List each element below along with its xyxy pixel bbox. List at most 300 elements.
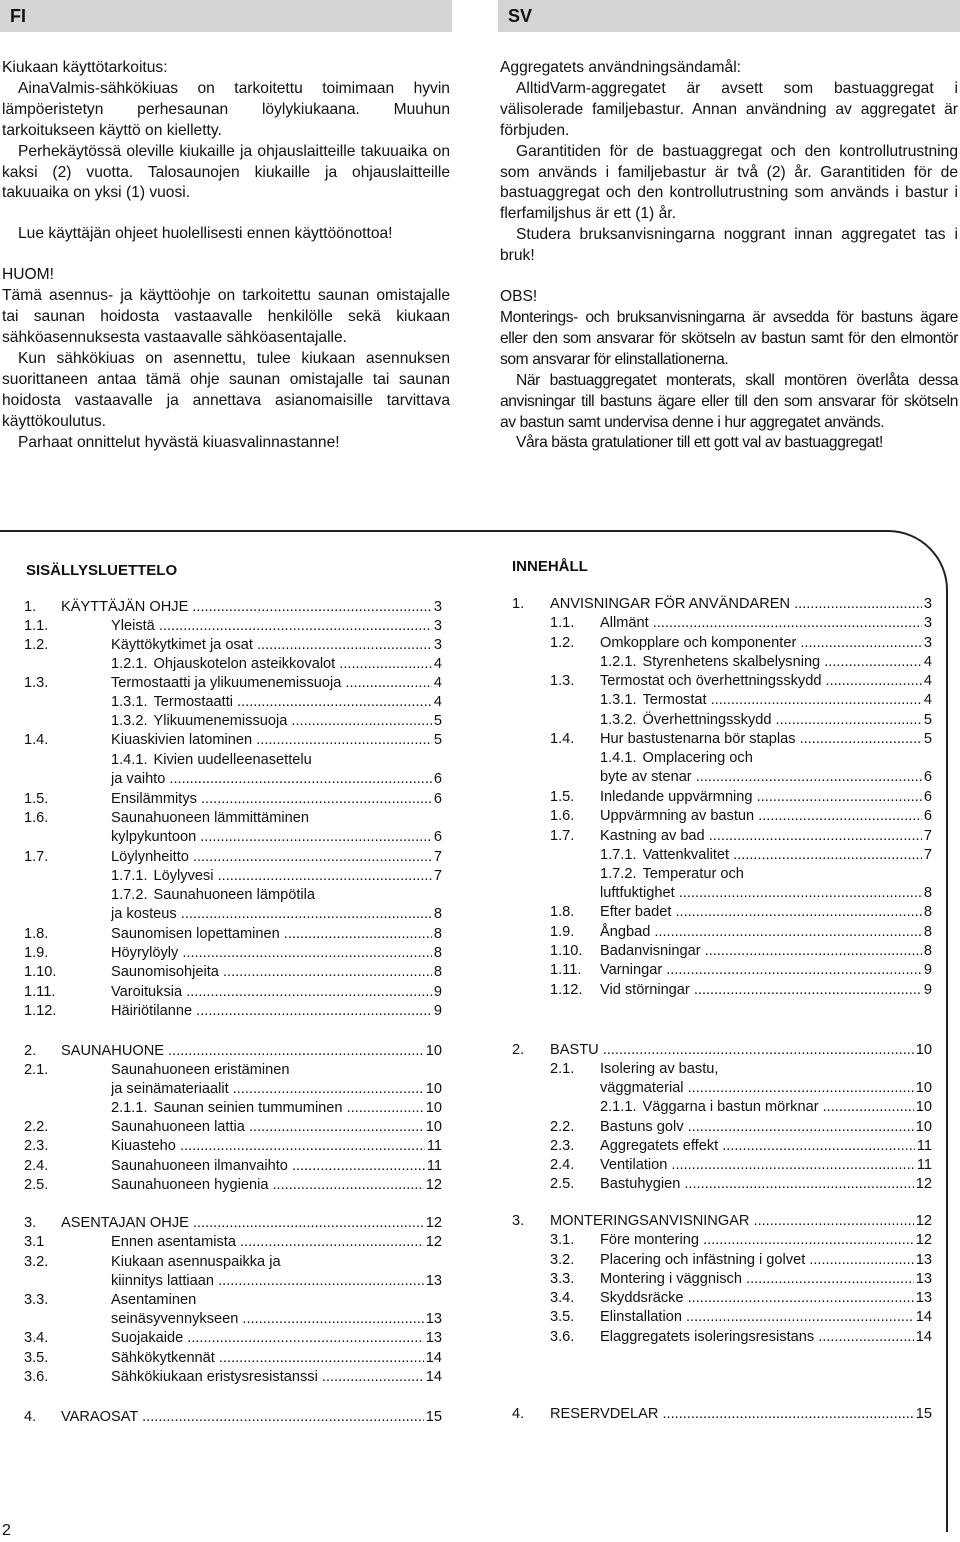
toc-entry [24,617,442,636]
toc-entry-number: 1. [24,599,37,615]
toc-entry [550,788,932,807]
toc-entry [550,1156,932,1175]
toc-entry [550,672,932,691]
toc-entry-title: Yleistä ..... [111,617,432,636]
intro-fi-heading: Kiukaan käyttötarkoitus: [2,59,168,76]
toc-entry-page [440,1253,442,1272]
toc-entry-title: Löylynheitto ..... [111,848,432,867]
toc-entry-number: 2.4. [24,1158,49,1174]
toc-entry [600,749,932,768]
toc-entry [550,1137,932,1156]
toc-entry-page: 13 [425,1311,442,1327]
toc-entry-number [24,1310,111,1329]
toc-entry [111,770,442,789]
toc-entry-number: 1.3. [550,673,575,689]
toc-entry-title: BASTU ..... [550,1041,914,1060]
toc-entry [600,711,932,730]
toc-entry-number: 2.3. [24,1138,49,1154]
toc-entry-number: 2.1.1. [111,1100,148,1116]
toc-entry [24,1310,442,1329]
intro-fi-warranty: Perhekäytössä oleville kiukaille ja ohjauslaitteille takuuaika on kaksi (2) vuotta. Talosaunojen kiukaille ja ohjauslaitteille takuuaika on yksi (1) vuosi. [2,142,450,202]
toc-entry [600,691,932,710]
toc-entry-page: 6 [923,789,932,805]
toc-entry-number: 1.3.2. [600,712,637,728]
toc-entry-page [440,751,442,770]
toc-entry-number: 3.2. [550,1252,575,1268]
toc-entry-title: Kiukaan asennuspaikka ja [111,1254,281,1270]
toc-entry-title: byte av stenar ..... [600,768,922,787]
toc-entry-title: Styrenhetens skalbelysning ..... [643,653,922,672]
toc-entry [24,963,442,982]
toc-entry-number: 2.5. [24,1177,49,1193]
toc-entry-title: Saunahuoneen hygienia ..... [111,1176,424,1195]
toc-entry-page: 6 [433,829,442,845]
toc-entry-title: ANVISNINGAR FÖR ANVÄNDAREN ..... [550,595,922,614]
toc-entry-title: Inledande uppvärmning ..... [600,788,922,807]
toc-entry-title: Saunomisohjeita ..... [111,963,432,982]
toc-entry [24,731,442,750]
intro-fi-read-instructions: Lue käyttäjän ohjeet huolellisesti ennen käyttöönottoa! [18,225,393,243]
toc-entry-title: Elaggregatets isoleringsresistans ..... [600,1328,914,1347]
toc-entry [111,867,442,886]
toc-entry-title: Kiuasteho ..... [111,1137,425,1156]
toc-entry-title: ja vaihto ..... [111,770,432,789]
toc-entry-page: 13 [915,1252,932,1268]
toc-entry-number: 3.2. [24,1254,49,1270]
toc-entry-title: Saunahuoneen lämpötila [153,887,315,903]
toc-entry [550,942,932,961]
toc-entry-title: Ångbad ..... [600,923,922,942]
toc-entry [550,614,932,633]
toc-entry [24,1408,442,1427]
toc-entry-number: 1.4.1. [111,752,148,768]
toc-entry-page: 4 [923,673,932,689]
toc-entry-page: 13 [915,1290,932,1306]
toc-entry-page: 9 [923,982,932,998]
toc-entry-page: 12 [915,1232,932,1248]
toc-entry-page: 12 [425,1234,442,1250]
toc-entry-title: Saunan seinien tummuminen ..... [154,1099,424,1118]
toc-entry-page: 3 [433,599,442,615]
toc-entry-number: 1.10. [550,943,583,959]
toc-entry-number: 3.6. [550,1329,575,1345]
toc-entry [600,865,932,884]
toc-entry-number: 3.4. [550,1290,575,1306]
toc-entry-number: 3. [24,1215,37,1231]
toc-entry [550,1118,932,1137]
toc-entry-number: 1.7.2. [600,866,637,882]
toc-entry-number: 1.11. [550,962,582,978]
toc-entry-title: Asentaminen [111,1292,197,1308]
toc-entry-page: 5 [923,731,932,747]
toc-entry-number [24,1272,111,1291]
intro-fi-note-2: Kun sähkökiuas on asennettu, tulee kiukaan asennuksen suorittaneen antaa tämä ohje saunan omistajalle tai saunan hoidosta vastaavalle ja annettava asianomaisille tarvittava käyttökoulutus. [2,349,450,430]
toc-entry [24,944,442,963]
toc-entry-title: Saunahuoneen ilmanvaihto ..... [111,1157,425,1176]
toc-entry-number: 1.3. [24,675,49,691]
toc-entry [550,1251,932,1270]
toc-entry-title: Före montering ..... [600,1231,914,1250]
toc-entry [24,1061,442,1080]
toc-entry [600,653,932,672]
toc-entry-number: 2.2. [24,1119,49,1135]
toc-entry [24,809,442,828]
toc-entry [111,1099,442,1118]
toc-entry-number: 3.5. [24,1350,49,1366]
toc-entry-number: 1.9. [24,945,49,961]
toc-entry-title: Vattenkvalitet ..... [643,846,922,865]
toc-entry-page: 14 [915,1309,932,1325]
toc-entry [24,1291,442,1310]
toc-entry-number: 1.1. [550,615,575,631]
toc-entry-page: 8 [433,906,442,922]
toc-entry-title: Kiuaskivien latominen ..... [111,731,432,750]
toc-entry-number: 1.7. [24,849,49,865]
toc-entry-page: 8 [433,926,442,942]
toc-entry [24,1272,442,1291]
toc-entry-page: 5 [433,732,442,748]
toc-entry-title: Ennen asentamista ..... [111,1233,424,1252]
toc-entry [24,828,442,847]
toc-entry-title: Temperatur och [642,866,744,882]
toc-entry-number: 1.8. [24,926,49,942]
toc-entry-number: 3.1. [550,1232,575,1248]
toc-entry-title: Hur bastustenarna bör staplas ..... [600,730,922,749]
toc-entry-title: MONTERINGSANVISNINGAR ..... [550,1212,914,1231]
toc-entry [24,1042,442,1061]
toc-entry-page: 8 [923,885,932,901]
toc-entry-number: 3. [512,1213,525,1229]
toc-entry-page: 4 [433,656,442,672]
toc-entry-title: ja kosteus ..... [111,905,432,924]
toc-entry [550,1175,932,1194]
page-number: 2 [2,1522,11,1539]
toc-entry-page: 7 [923,847,932,863]
toc-entry [111,712,442,731]
toc-entry-number: 2.1.1. [600,1099,637,1115]
toc-entry-title: Saunahuoneen lämmittäminen [111,810,309,826]
toc-entry-title: Ylikuumenemissuoja ..... [154,712,432,731]
toc-entry [111,886,442,905]
toc-entry [550,1231,932,1250]
toc-entry-number: 1.7.1. [600,847,637,863]
toc-entry [550,730,932,749]
toc-entry-number: 2. [24,1043,37,1059]
toc-entry-page: 11 [916,1157,932,1173]
intro-sv-note-1: Monterings- och bruksanvisningarna är avsedda för bastuns ägare eller den som ansvarar för skötseln av bastun samt för den elmontör som ansvarar för elinstallationerna. [500,308,958,368]
toc-entry [512,1405,932,1424]
toc-entry [24,1349,442,1368]
toc-entry-title: Kivien uudelleenasettelu [153,752,312,768]
toc-entry-title: Efter badet ..... [600,903,922,922]
toc-entry-page: 3 [433,618,442,634]
toc-entry-number: 1.3.1. [600,692,637,708]
toc-entry-title: VARAOSAT ..... [61,1408,424,1427]
toc-entry-title: Isolering av bastu, [600,1061,719,1077]
toc-entry [24,925,442,944]
toc-entry-title: kiinnitys lattiaan ..... [111,1272,424,1291]
toc-entry [550,807,932,826]
toc-entry [111,693,442,712]
toc-entry-number: 2.2. [550,1119,575,1135]
toc-entry [550,634,932,653]
toc-entry-page: 9 [433,984,442,1000]
intro-sv-congrats: Våra bästa gratulationer till ett gott val av bastuaggregat! [516,434,883,452]
toc-entry [512,1212,932,1231]
toc-entry-number: 1. [512,596,525,612]
toc-entry [512,595,932,614]
toc-entry-page: 12 [425,1215,442,1231]
toc-entry-number: 1.7.1. [111,868,148,884]
toc-entry-title: Ohjauskotelon asteikkovalot ..... [154,655,432,674]
toc-entry-number: 1.5. [24,791,49,807]
toc-entry-title: Saunomisen lopettaminen ..... [111,925,432,944]
toc-entry-title: ASENTAJAN OHJE ..... [61,1214,424,1233]
toc-entry-title: väggmaterial ..... [600,1079,914,1098]
toc-entry-number: 3.5. [550,1309,575,1325]
toc-entry [550,961,932,980]
toc-entry-title: kylpykuntoon ..... [111,828,432,847]
toc-entry-number: 4. [512,1406,525,1422]
toc-entry-page: 6 [433,791,442,807]
toc-entry-title: Ventilation ..... [600,1156,915,1175]
toc-entry-page [440,1061,442,1080]
toc-entry [24,848,442,867]
toc-entry [550,1308,932,1327]
toc-entry [512,1041,932,1060]
toc-entry [550,1289,932,1308]
toc-entry-number: 1.8. [550,904,575,920]
toc-entry-number: 1.6. [24,810,49,826]
toc-entry-number: 2.3. [550,1138,575,1154]
toc-entry-page: 3 [923,635,932,651]
toc-entry-title: Höyrylöyly ..... [111,944,432,963]
toc-entry-title: Aggregatets effekt ..... [600,1137,915,1156]
toc-entry-title: KÄYTTÄJÄN OHJE ..... [61,598,432,617]
toc-entry-number: 1.2. [24,637,49,653]
toc-entry-page: 8 [923,924,932,940]
toc-entry-page: 7 [433,868,442,884]
toc-entry-title: Elinstallation ..... [600,1308,914,1327]
toc-entry-page: 4 [923,692,932,708]
toc-entry [24,790,442,809]
toc-entry-title: Överhettningsskydd ..... [643,711,922,730]
toc-entry-number: 3.3. [550,1271,575,1287]
toc-entry-title: Omkopplare och komponenter ..... [600,634,922,653]
toc-entry-title: Bastuhygien ..... [600,1175,914,1194]
toc-entry-title: Omplacering och [642,750,753,766]
toc-entry-page: 14 [425,1369,442,1385]
toc-entry [24,1137,442,1156]
toc-entry-number: 1.6. [550,808,575,824]
toc-entry-page: 11 [426,1158,442,1174]
toc-entry-page: 13 [425,1330,442,1346]
toc-entry-title: Kastning av bad ..... [600,827,922,846]
intro-sv-warranty: Garantitiden för de bastuaggregat och den kontrollutrustning som används i familjebastur är två (2) år. Garantitiden för de bastuaggregat och den kontrollutrustning som används i bastur i flerfamiljshus är ett (1) år. [500,142,958,223]
intro-fi-purpose: AinaValmis-sähkökiuas on tarkoitettu toimimaan hyvin lämpöeristetyn perhesaunan löylykiukaana. Muuhun tarkoitukseen käyttö on kielletty. [2,79,450,139]
toc-entry-title: Löylyvesi ..... [154,867,432,886]
toc-entry-number: 3.4. [24,1330,49,1346]
toc-entry-title: Vid störningar ..... [600,981,922,1000]
toc-entry-page: 12 [915,1213,932,1229]
toc-entry-page: 3 [433,637,442,653]
toc-entry-page: 8 [433,964,442,980]
toc-entry-title: Suojakaide ..... [111,1329,424,1348]
toc-entry [24,1329,442,1348]
toc-entry [24,1233,442,1252]
intro-sv [500,58,958,454]
toc-entry-title: luftfuktighet ..... [600,884,922,903]
toc-entry-page: 15 [425,1409,442,1425]
toc-entry-page: 10 [425,1081,442,1097]
toc-entry [550,1079,932,1098]
toc-entry-page [930,749,932,768]
toc-entry-number: 1.2.1. [111,656,148,672]
toc-entry-number: 1.4. [24,732,49,748]
toc-entry-page: 10 [425,1119,442,1135]
toc-entry-page [930,1060,932,1079]
toc-entry-page: 13 [425,1273,442,1289]
toc-entry-page: 3 [923,596,932,612]
toc-entry-page [930,865,932,884]
toc-entry-page: 8 [433,945,442,961]
toc-entry-number: 1.4. [550,731,575,747]
toc-entry-number: 1.2.1. [600,654,637,670]
toc-entry-number: 1.10. [24,964,57,980]
toc-entry-number: 1.12. [550,982,583,998]
toc-entry-title: Placering och infästning i golvet ..... [600,1251,914,1270]
toc-entry-page: 4 [433,694,442,710]
toc-entry-page: 5 [923,712,932,728]
toc-entry-page: 6 [433,771,442,787]
toc-entry [550,1060,932,1079]
toc-entry [550,923,932,942]
toc-entry-page: 11 [426,1138,442,1154]
toc-entry [24,1080,442,1099]
toc-entry-title: Häiriötilanne ..... [111,1002,432,1021]
toc-entry [24,1253,442,1272]
toc-entry [600,846,932,865]
toc-entry-page: 14 [915,1329,932,1345]
intro-fi [2,58,450,453]
toc-entry-title: RESERVDELAR ..... [550,1405,914,1424]
toc-entry-number: 1.5. [550,789,575,805]
toc-entry [24,674,442,693]
toc-entry [550,903,932,922]
toc-entry-title: Sähkökytkennät ..... [111,1349,424,1368]
toc-entry-page: 6 [923,808,932,824]
language-tab-fi: FI [0,0,452,32]
intro-fi-note-1: Tämä asennus- ja käyttöohje on tarkoitettu saunan omistajalle tai saunan hoidosta vastaavalle henkilölle sekä kiukaan sähköasennuksesta vastaavalle sähköasentajalle. [2,287,450,346]
intro-sv-note-label: OBS! [500,288,538,306]
toc-entry-page: 10 [915,1042,932,1058]
toc-entry-page: 9 [433,1003,442,1019]
toc-entry-number: 1.11. [24,984,56,1000]
toc-entry [600,768,932,787]
toc-entry-number: 1.12. [24,1003,57,1019]
toc-entry-number: 3.6. [24,1369,49,1385]
toc-entry-number [24,1080,111,1099]
toc-entry-page: 12 [915,1176,932,1192]
toc-entry-page: 10 [915,1099,932,1115]
toc-entry [111,655,442,674]
toc-entry [111,751,442,770]
toc-entry-page: 7 [433,849,442,865]
toc-entry-page: 10 [425,1100,442,1116]
toc-entry-page: 14 [425,1350,442,1366]
toc-entry-page: 3 [923,615,932,631]
toc-entry-number [550,1079,600,1098]
toc-title-sv: INNEHÅLL [512,558,588,575]
toc-entry-page [440,1291,442,1310]
toc-entry-title: Skyddsräcke ..... [600,1289,914,1308]
toc-title-fi: SISÄLLYSLUETTELO [26,562,178,579]
toc-entry-title: Varningar ..... [600,961,922,980]
toc-entry-page: 4 [923,654,932,670]
toc-entry [24,1214,442,1233]
toc-entry-title: Saunahuoneen eristäminen [111,1062,290,1078]
toc-entry-page: 8 [923,943,932,959]
toc-entry-number: 3.1 [24,1234,45,1250]
toc-entry [24,1002,442,1021]
toc-entry-number: 4. [24,1409,37,1425]
toc-entry-page: 5 [433,713,442,729]
toc-entry-title: Ensilämmitys ..... [111,790,432,809]
toc-entry-title: Montering i väggnisch ..... [600,1270,914,1289]
toc-entry-title: Badanvisningar ..... [600,942,922,961]
toc-entry-number: 2.4. [550,1157,575,1173]
toc-entry-page: 10 [915,1119,932,1135]
toc-entry-number: 1.3.1. [111,694,148,710]
toc-entry-title: Termostaatti ..... [154,693,432,712]
toc-entry-page: 7 [923,828,932,844]
toc-entry-page: 15 [915,1406,932,1422]
toc-entry-number: 3.3. [24,1292,49,1308]
toc-entry-page: 4 [433,675,442,691]
toc-entry-title: Väggarna i bastun mörknar ..... [643,1098,914,1117]
toc-entry [24,1368,442,1387]
toc-entry [550,1270,932,1289]
toc-entry-title: Bastuns golv ..... [600,1118,914,1137]
toc-entry [550,981,932,1000]
toc-entry-title: Termostat ..... [643,691,922,710]
toc-entry-title: Käyttökytkimet ja osat ..... [111,636,432,655]
toc-entry-page: 10 [425,1043,442,1059]
toc-entry [550,1328,932,1347]
toc-entry-title: seinäsyvennykseen ..... [111,1310,424,1329]
toc-entry-title: Allmänt ..... [600,614,922,633]
toc-entry-number: 1.4.1. [600,750,637,766]
toc-entry [24,1176,442,1195]
toc-entry-page [440,809,442,828]
toc-entry-page: 8 [923,904,932,920]
toc-entry-number: 1.2. [550,635,575,651]
toc-entry-page: 10 [915,1080,932,1096]
toc-entry-page: 11 [916,1138,932,1154]
toc-entry-number: 2.5. [550,1176,575,1192]
toc-entry-title: ja seinämateriaalit ..... [111,1080,424,1099]
intro-fi-note-label: HUOM! [2,266,54,284]
toc-entry-number: 1.3.2. [111,713,148,729]
toc-entry-number [24,828,111,847]
toc-entry-title: Termostaatti ja ylikuumenemissuoja ..... [111,674,432,693]
toc-entry-title: Varoituksia ..... [111,983,432,1002]
toc-entry [600,1098,932,1117]
intro-fi-congrats: Parhaat onnittelut hyvästä kiuasvalinnastanne! [18,433,340,451]
toc-entry-number: 1.7. [550,828,575,844]
toc-entry-title: Uppvärmning av bastun ..... [600,807,922,826]
toc-entry-title: Termostat och överhettningsskydd ..... [600,672,922,691]
